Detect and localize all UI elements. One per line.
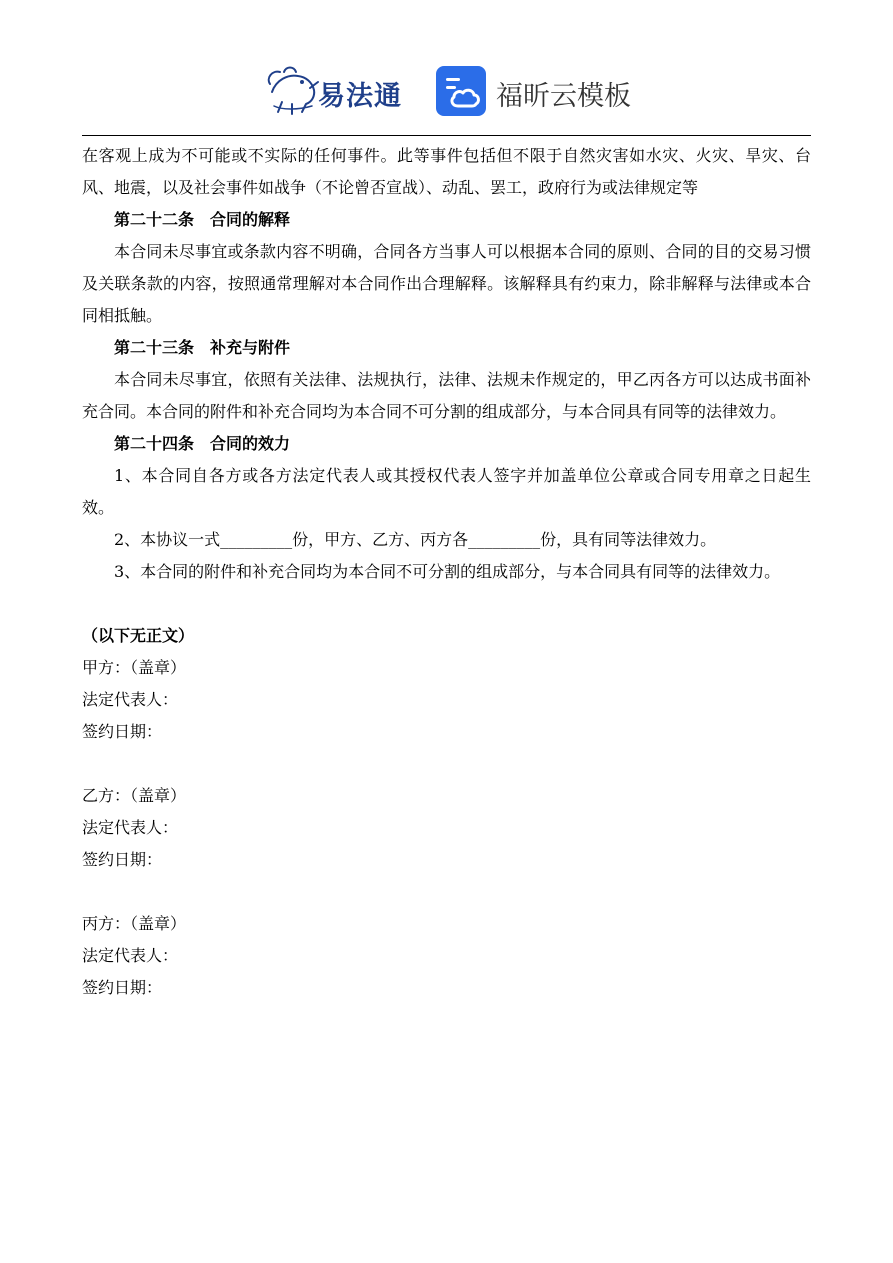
party-a-seal: 甲方：（盖章）	[82, 658, 187, 677]
spacer	[82, 748, 811, 780]
article-23-text: 本合同未尽事宜，依照有关法律、法规执行，法律、法规未作规定的，甲乙丙各方可以达成书面补充合同。本合同的附件和补充合同均为本合同不可分割的组成部分，与本合同具有同等的法律效力。	[82, 370, 811, 421]
party-a-representative: 法定代表人：	[82, 690, 179, 709]
paragraph-force-majeure-continued: 在客观上成为不可能或不实际的任何事件。此等事件包括但不限于自然灾害如水灾、火灾、旱灾、台风、地震，以及社会事件如战争（不论曾否宣战）、动乱、罢工，政府行为或法律规定等	[82, 146, 811, 197]
article-24-clause-3: 3、本合同的附件和补充合同均为本合同不可分割的组成部分，与本合同具有同等的法律效力。	[114, 562, 781, 581]
article-22-heading: 第二十二条 合同的解释	[114, 210, 291, 229]
party-b-seal: 乙方：（盖章）	[82, 786, 187, 805]
spacer	[82, 588, 811, 620]
party-a-sign-date: 签约日期：	[82, 722, 163, 741]
article-24-heading: 第二十四条 合同的效力	[114, 434, 291, 453]
party-c-seal: 丙方：（盖章）	[82, 914, 187, 933]
header-divider	[82, 135, 811, 136]
article-24-clause-1: 1、本合同自各方或各方法定代表人或其授权代表人签字并加盖单位公章或合同专用章之日起生效。	[82, 466, 811, 517]
party-b-sign-date: 签约日期：	[82, 850, 163, 869]
foxit-cloud-template-logo-icon	[436, 66, 486, 116]
party-c-sign-date: 签约日期：	[82, 978, 163, 997]
end-of-text-note: （以下无正文）	[82, 626, 195, 645]
party-b-representative: 法定代表人：	[82, 818, 179, 837]
article-23-heading: 第二十三条 补充与附件	[114, 338, 291, 357]
document-body	[82, 140, 811, 1004]
yifatong-logo-text: 易法通	[318, 81, 402, 112]
article-22-text: 本合同未尽事宜或条款内容不明确，合同各方当事人可以根据本合同的原则、合同的目的交易习惯及关联条款的内容，按照通常理解对本合同作出合理解释。该解释具有约束力，除非解释与法律或本合同相抵触。	[82, 242, 811, 325]
party-c-representative: 法定代表人：	[82, 946, 179, 965]
foxit-cloud-template-logo-text: 福昕云模板	[496, 81, 631, 112]
spacer	[82, 876, 811, 908]
article-24-clause-2: 2、本协议一式_________份，甲方、乙方、丙方各_________份，具有同等法律效力。	[114, 530, 717, 549]
page-header	[0, 58, 893, 122]
